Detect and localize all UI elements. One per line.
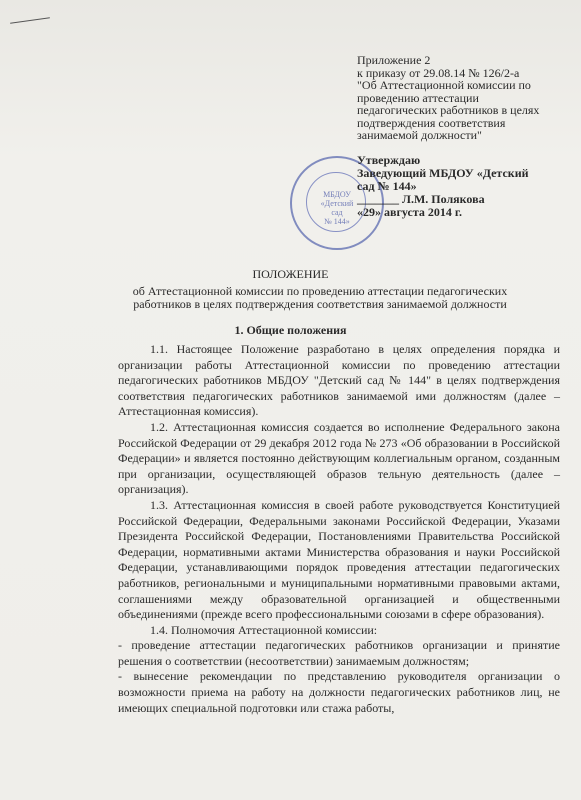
paragraph: 1.4. Полномочия Аттестационной комиссии: xyxy=(150,622,378,637)
approval-block xyxy=(357,154,572,219)
appendix-line: занимаемой должности" xyxy=(357,128,482,142)
document-subtitle: об Аттестационной комиссии по проведению аттестации педагогических работников в целях подтверждения соответствия занимаемой должности xyxy=(132,284,508,311)
stamp-line: сад xyxy=(331,208,343,217)
document-title: ПОЛОЖЕНИЕ xyxy=(252,267,329,281)
stamp-line: № 144» xyxy=(324,217,350,226)
appendix-line: Приложение 2 xyxy=(357,53,431,67)
pen-mark xyxy=(10,17,50,24)
list-item: - проведение аттестации педагогических работников организации и принятие решения о соответствии (несоответствии) занимаемым должностям; xyxy=(118,638,560,668)
appendix-line: "Об Аттестационной комиссии по xyxy=(357,78,531,92)
appendix-line: к приказу от 29.08.14 № 126/2-а xyxy=(357,65,520,80)
paragraph: 1.1. Настоящее Положение разработано в целях определения порядка и организации работы Аттестационной комиссии по проведению аттестации педагогических работников МБДОУ "Детский сад № 144" в целях подтверждения соответствия педагогических работников занимаемой ими должностям (далее – Аттестационная комиссия). xyxy=(118,342,560,419)
stamp-line: МБДОУ xyxy=(323,190,351,199)
appendix-line: подтверждения соответствия xyxy=(357,115,506,130)
list-item: - вынесение рекомендации по представлению руководителя организации о возможности приема на работу на должности педагогических работников лиц, не имеющих специальной подготовки или стажа работы, xyxy=(118,669,560,715)
paragraph: 1.2. Аттестационная комиссия создается во исполнение Федерального закона Российской Федерации от 29 декабря 2012 года № 273 «Об образовании в Российской Федерации» и является постоянно действующим коллегиальным органом, созданным при организации, осуществляющей образов тельную деятельность (далее – организация). xyxy=(118,419,560,497)
appendix-line: педагогических работников в целях xyxy=(357,103,540,117)
paragraph: 1.3. Аттестационная комиссия в своей работе руководствуется Конституцией Российской Федерации, Федеральными законами Российской Федерации, Указами Президента Российской Федерации, Постановлениями Правительства Российской Федерации, нормативными актами Министерства образования и науки Российской Федерации, устанавливающими порядок проведения аттестации педагогических работников, региональными и муниципальными нормативными правовыми актами, соглашениями между образовательной организацией и общественными объединениями (прежде всего профессиональными союзами в сфере образования). xyxy=(118,497,560,622)
approval-line: «29» августа 2014 г. xyxy=(357,205,463,219)
approval-line: _______ Л.М. Полякова xyxy=(357,192,485,206)
stamp-line: «Детский xyxy=(320,199,354,208)
document-body xyxy=(118,342,560,716)
appendix-header xyxy=(357,54,572,142)
section-heading: 1. Общие положения xyxy=(234,323,347,337)
approval-line: Заведующий МБДОУ «Детский xyxy=(357,166,529,180)
approval-line: сад № 144» xyxy=(357,179,417,193)
appendix-line: проведению аттестации xyxy=(357,90,479,105)
approval-line: Утверждаю xyxy=(357,153,421,167)
